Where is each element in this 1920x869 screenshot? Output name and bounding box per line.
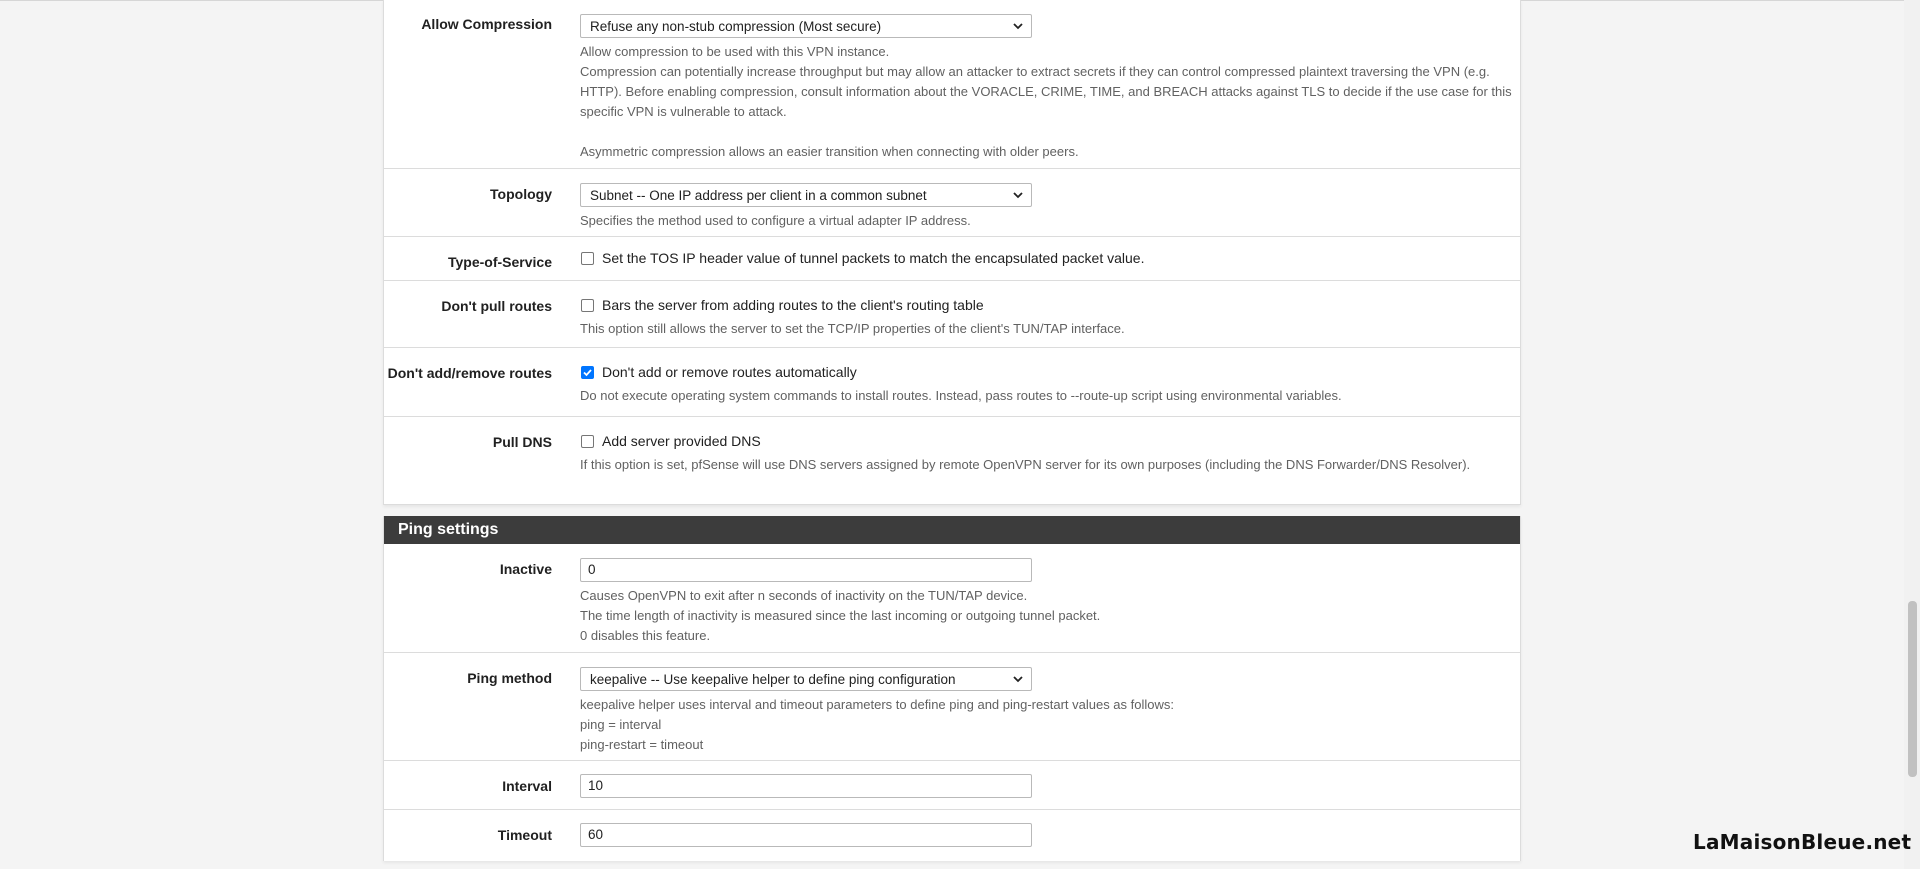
ping-settings-panel xyxy=(383,516,1521,861)
inactive-input[interactable]: 0 xyxy=(580,558,1032,582)
ping-method-help-2: ping = interval xyxy=(580,717,662,732)
row-ping-method xyxy=(384,653,1520,761)
timeout-input[interactable]: 60 xyxy=(580,823,1032,847)
inactive-help-1: Causes OpenVPN to exit after n seconds of inactivity on the TUN/TAP device. xyxy=(580,588,1028,603)
ping-method-value: keepalive -- Use keepalive helper to define ping configuration xyxy=(590,671,956,687)
vertical-scrollbar[interactable] xyxy=(1904,0,1920,869)
allow-compression-label: Allow Compression xyxy=(421,16,552,32)
ping-method-label: Ping method xyxy=(467,670,552,686)
ping-settings-heading: Ping settings xyxy=(384,516,1520,544)
watermark-text: LaMaisonBleue.net xyxy=(1693,830,1912,854)
tos-checkbox-label: Set the TOS IP header value of tunnel packets to match the encapsulated packet value. xyxy=(602,250,1145,266)
dont-pull-routes-help: This option still allows the server to set the TCP/IP properties of the client's TUN/TAP interface. xyxy=(580,321,1125,336)
dont-add-routes-help: Do not execute operating system commands to install routes. Instead, pass routes to --route-up script using environmental variables. xyxy=(580,388,1342,403)
chevron-down-icon xyxy=(1011,672,1025,686)
ping-method-help-3: ping-restart = timeout xyxy=(580,737,704,752)
allow-compression-help-1: Allow compression to be used with this VPN instance. xyxy=(580,44,890,59)
interval-input[interactable]: 10 xyxy=(580,774,1032,798)
inactive-label: Inactive xyxy=(499,561,552,577)
allow-compression-select[interactable] xyxy=(580,14,1032,38)
row-pull-dns xyxy=(384,417,1520,505)
dont-pull-routes-label: Don't pull routes xyxy=(441,298,552,314)
ping-method-select[interactable] xyxy=(580,667,1032,691)
row-dont-add-remove-routes xyxy=(384,348,1520,417)
row-dont-pull-routes xyxy=(384,281,1520,348)
topology-label: Topology xyxy=(490,186,552,202)
row-inactive xyxy=(384,544,1520,653)
scrollbar-thumb[interactable] xyxy=(1908,601,1917,777)
row-timeout xyxy=(384,810,1520,860)
pull-dns-label: Pull DNS xyxy=(492,434,552,450)
chevron-down-icon xyxy=(1011,19,1025,33)
check-icon xyxy=(582,367,593,378)
dont-add-routes-checkbox-label: Don't add or remove routes automatically xyxy=(602,364,857,380)
ping-method-help-1: keepalive helper uses interval and timeout parameters to define ping and ping-restart values as follows: xyxy=(580,697,1175,712)
row-topology xyxy=(384,169,1520,237)
inactive-help-3: 0 disables this feature. xyxy=(580,628,711,643)
pull-dns-help: If this option is set, pfSense will use DNS servers assigned by remote OpenVPN server for its own purposes (including the DNS Forwarder/DNS Resolver). xyxy=(580,457,1471,472)
advanced-settings-panel xyxy=(383,0,1521,505)
allow-compression-help-2: Compression can potentially increase throughput but may allow an attacker to extract secrets if they can control compressed plaintext traversing the VPN (e.g. HTTP). Before enabling compression, consult information about the VORACLE, CRIME, TIME, and BREACH attacks against TLS to decide if the use case for this specific VPN is vulnerable to attack. xyxy=(580,64,1512,119)
allow-compression-help-3: Asymmetric compression allows an easier transition when connecting with older peers. xyxy=(580,144,1079,159)
chevron-down-icon xyxy=(1011,188,1025,202)
allow-compression-value: Refuse any non-stub compression (Most secure) xyxy=(590,18,882,34)
dont-pull-routes-checkbox[interactable] xyxy=(581,299,594,312)
dont-add-routes-checkbox[interactable] xyxy=(581,366,594,379)
pull-dns-checkbox-label: Add server provided DNS xyxy=(602,433,761,449)
dont-pull-routes-checkbox-label: Bars the server from adding routes to the client's routing table xyxy=(602,297,984,313)
row-type-of-service xyxy=(384,237,1520,281)
interval-label: Interval xyxy=(502,778,552,794)
topology-select[interactable] xyxy=(580,183,1032,207)
tos-label: Type-of-Service xyxy=(448,254,552,270)
pull-dns-checkbox[interactable] xyxy=(581,435,594,448)
topology-value: Subnet -- One IP address per client in a common subnet xyxy=(590,187,927,203)
row-interval xyxy=(384,761,1520,810)
row-allow-compression xyxy=(384,0,1520,169)
topology-help: Specifies the method used to configure a virtual adapter IP address. xyxy=(580,213,971,228)
timeout-label: Timeout xyxy=(497,827,552,843)
inactive-help-2: The time length of inactivity is measured since the last incoming or outgoing tunnel packet. xyxy=(580,608,1101,623)
dont-add-routes-label: Don't add/remove routes xyxy=(387,365,552,381)
tos-checkbox[interactable] xyxy=(581,252,594,265)
